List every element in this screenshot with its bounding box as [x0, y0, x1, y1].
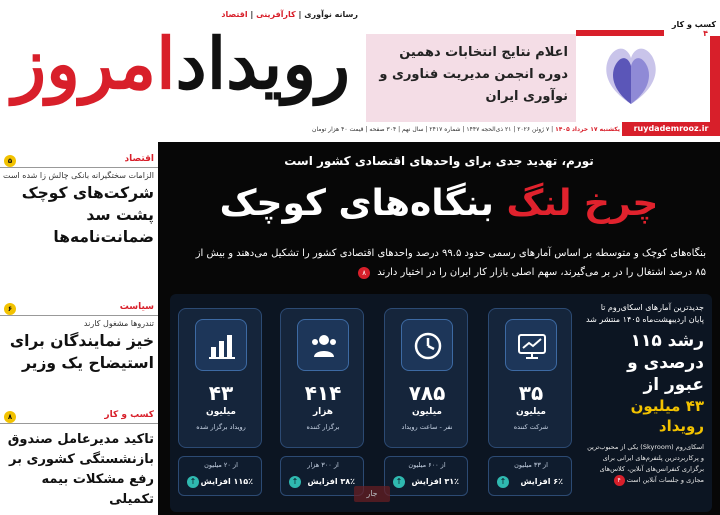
stat-unit: میلیون: [516, 407, 546, 417]
site-url[interactable]: ruydademrooz.ir: [622, 122, 720, 136]
stat-card-hours: [384, 308, 468, 448]
stat-unit: میلیون: [412, 407, 442, 417]
stat-desc: شرکت کننده: [513, 423, 549, 431]
growth-from: از ۳۳ میلیون: [514, 461, 548, 469]
lead-page-ref: ۸: [358, 267, 370, 279]
association-logo-icon: [598, 40, 664, 110]
growth-percent: ۳۱٪ افزایش: [411, 477, 459, 486]
stat-card-events: [178, 308, 262, 448]
headline-white: بنگاه‌های کوچک: [219, 183, 494, 224]
promo-text: اعلام نتایج انتخابات دهمین دوره انجمن مدیریت فناوری و نوآوری ایران: [379, 45, 568, 104]
main-story: [158, 142, 720, 515]
growth-from: از ۲۰ میلیون: [204, 461, 238, 469]
section-title: تاکید مدیرعامل صندوق بازنشستگی کشوری بر رفع مشکلات بیمه تکمیلی: [7, 432, 154, 507]
summary-note-text: اسکای‌روم (Skyroom) یکی از محبوب‌ترین و پرکاربردترین پلتفرم‌های ایرانی برای برگزاری کنفرانس‌های آنلاین، کلاس‌های مجازی و جلسات آنلاین است: [587, 443, 704, 484]
category-tab-num: ۴: [703, 29, 708, 38]
summary-page-ref: ۴: [614, 475, 625, 486]
arrow-up-icon: ↑: [187, 476, 199, 488]
stat-desc: نفر - ساعت رویداد: [401, 423, 453, 431]
summary-headline: رشد ۱۱۵ درصدی و عبور از: [627, 331, 704, 395]
summary-highlight: ۴۳ میلیون رویداد: [630, 397, 704, 435]
growth-from: از ۶۰۰ میلیون: [408, 461, 446, 469]
section-kicker: تندروها مشغول کارند: [83, 319, 154, 328]
people-icon: [297, 319, 349, 371]
section-title: خیز نمایندگان برای استیضاح یک وزیر: [9, 332, 154, 372]
section-label: اقتصاد: [124, 154, 154, 164]
section-header: [0, 410, 158, 424]
section-label: کسب و کار: [104, 410, 154, 420]
growth-percent: ۶٪ افزایش: [520, 477, 563, 486]
stat-growth-organizers: [280, 456, 364, 496]
growth-from: از ۳۰۰ هزار: [307, 461, 339, 469]
tagline-suffix: اقتصاد: [221, 10, 248, 19]
stat-growth-participants: [488, 456, 572, 496]
growth-percent: ۱۱۵٪ افزایش: [200, 477, 253, 486]
section-kicker: الزامات سختگیرانه بانکی چالش زا شده است: [2, 171, 154, 180]
section-title: شرکت‌های کوچک پشت سد ضمانت‌نامه‌ها: [21, 184, 154, 246]
newspaper-logo[interactable]: [12, 14, 350, 114]
category-tab-label: کسب و کار: [671, 20, 716, 29]
lead-text: بنگاه‌های کوچک و متوسطه بر اساس آمارهای رسمی حدود ۹۹.۵ درصد واحدهای اقتصادی کشور را تشکیل می‌دهند و بیش از ۸۵ درصد اشتغال را در بر می‌گیرند، سهم اصلی بازار کار ایران را در اختیار دارند: [195, 248, 706, 278]
section-header: [0, 302, 158, 316]
dateline-details: | ۷ ژوئن ۲۰۲۶ | ۲۱ ذی‌الحجه ۱۴۴۷ | شماره ۲۴۱۷ | سال نهم | ۳۰۴ صفحه | قیمت ۴۰ هزار تومان: [312, 126, 554, 133]
stat-value: ۴۳: [208, 381, 234, 405]
bar-chart-icon: [195, 319, 247, 371]
summary-note: [584, 442, 704, 486]
sidebar-section-economy[interactable]: [0, 154, 158, 248]
section-header: [0, 154, 158, 168]
tagline-mid: کارآفرینی: [256, 10, 296, 19]
stat-value: ۴۱۴: [304, 381, 342, 405]
stat-unit: میلیون: [206, 407, 236, 417]
arrow-up-icon: ↑: [497, 476, 509, 488]
stat-growth-hours: [384, 456, 468, 496]
stats-summary[interactable]: [584, 302, 704, 508]
stat-card-participants: [488, 308, 572, 448]
growth-chart-icon: [505, 319, 557, 371]
arrow-up-icon: ↑: [289, 476, 301, 488]
category-tab[interactable]: [664, 20, 720, 36]
sidebar-section-business[interactable]: [0, 410, 158, 510]
main-kicker: تورم، تهدید جدی برای واحدهای اقتصادی کشور است: [284, 154, 594, 168]
main-lead: [186, 244, 706, 282]
promo-box[interactable]: [366, 34, 578, 122]
section-page-num: ۵: [4, 155, 16, 167]
masthead: [0, 0, 720, 142]
stat-growth-events: [178, 456, 262, 496]
section-page-num: ۶: [4, 303, 16, 315]
tagline-prefix: رسانه نوآوری: [304, 10, 358, 19]
stat-unit: هزار: [312, 407, 334, 417]
growth-percent: ۳۸٪ افزایش: [307, 477, 355, 486]
sidebar: [0, 142, 158, 515]
main-headline[interactable]: [158, 178, 720, 230]
headline-red: چرخ لنگ: [506, 183, 659, 224]
section-page-num: ۸: [4, 411, 16, 423]
stat-desc: رویداد برگزار شده: [196, 423, 246, 431]
logo-word-2: امروز: [12, 22, 176, 105]
watermark-stamp: جار: [354, 486, 390, 502]
logo-word-1: رویداد: [175, 22, 350, 105]
stat-value: ۷۸۵: [408, 381, 446, 405]
tagline: رسانه نوآوری | کارآفرینی | اقتصاد: [221, 10, 358, 19]
stat-value: ۳۵: [518, 381, 544, 405]
summary-intro: جدیدترین آمارهای اسکای‌روم تا پایان اردیبهشت‌ماه ۱۴۰۵ منتشر شد: [585, 303, 704, 324]
arrow-up-icon: ↑: [393, 476, 405, 488]
stats-panel: [170, 294, 712, 512]
section-label: سیاست: [119, 302, 154, 312]
stat-desc: برگزار کننده: [306, 423, 340, 431]
dateline: [312, 126, 620, 138]
clock-icon: [401, 319, 453, 371]
dateline-date: یکشنبه ۱۷ خرداد ۱۴۰۵: [555, 126, 620, 133]
stat-card-organizers: [280, 308, 364, 448]
sidebar-section-politics[interactable]: [0, 302, 158, 374]
